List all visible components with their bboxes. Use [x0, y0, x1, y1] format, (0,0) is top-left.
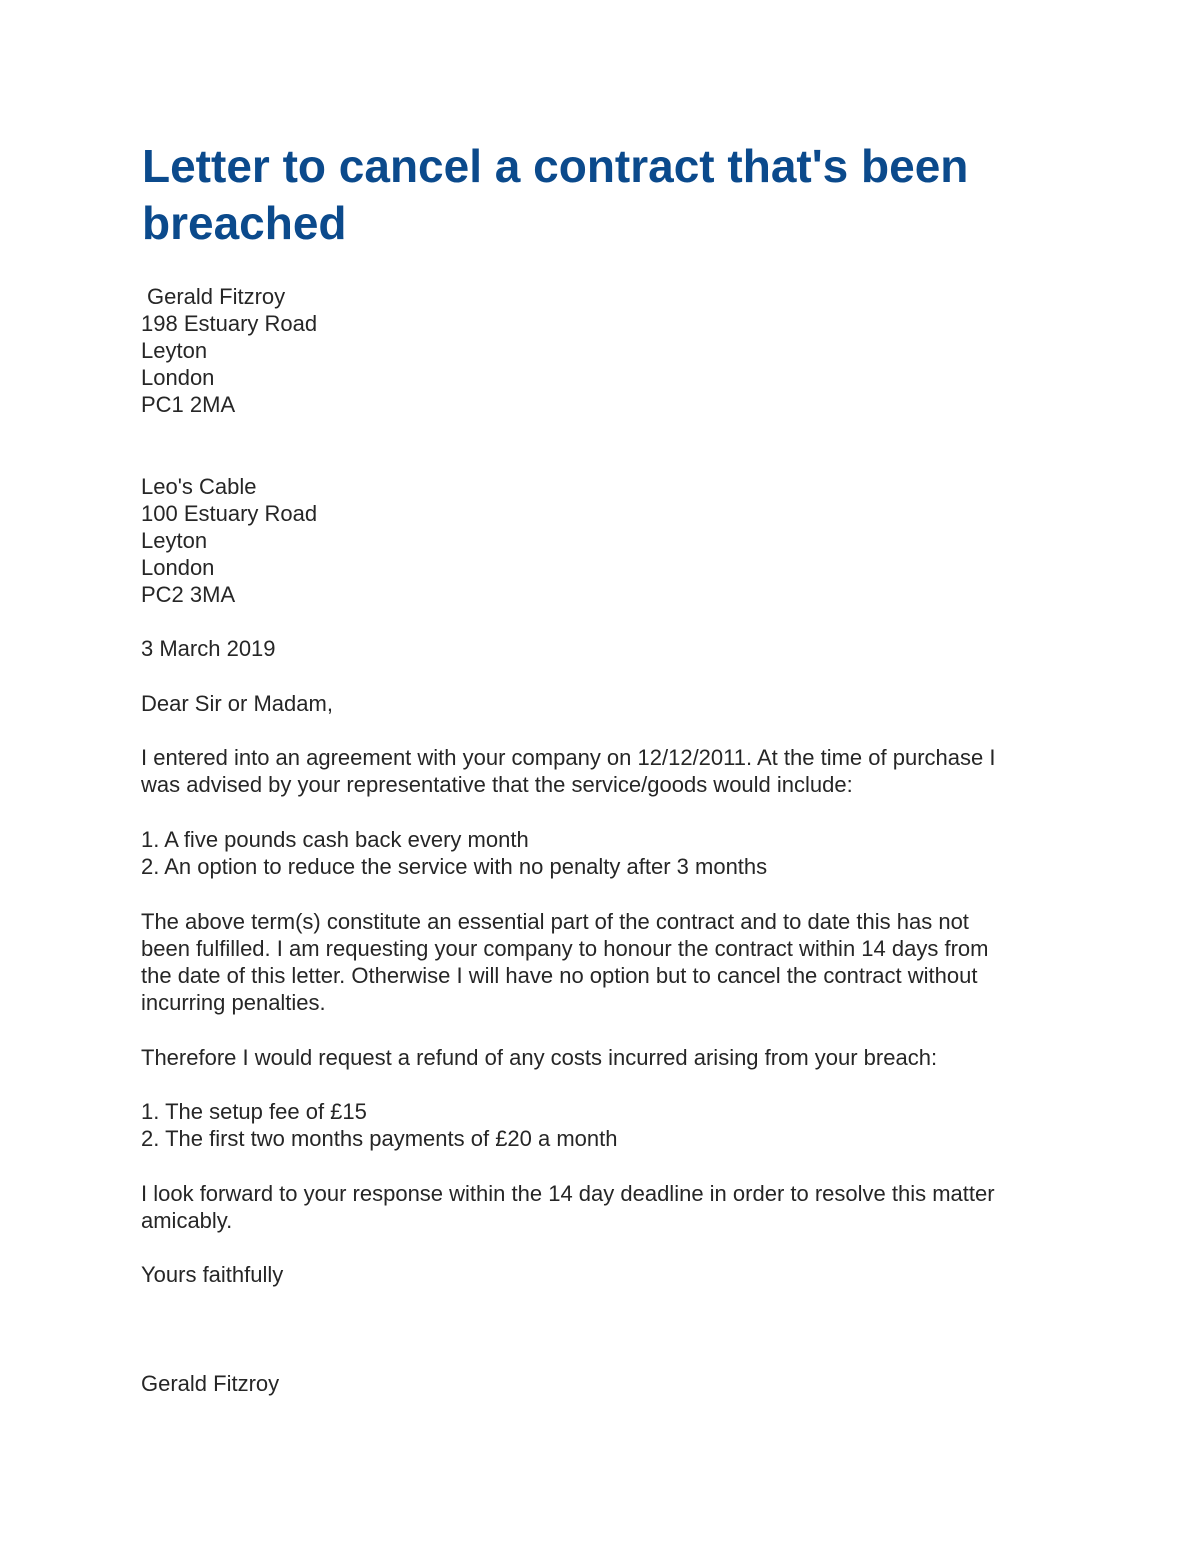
sender-name: Gerald Fitzroy	[147, 284, 286, 309]
signature-name: Gerald Fitzroy	[141, 1371, 280, 1396]
sign-off: Yours faithfully	[141, 1262, 284, 1287]
refund-request: Therefore I would request a refund of any costs incurred arising from your breach:	[141, 1045, 938, 1070]
breach-line: been fulfilled. I am requesting your company to honour the contract within 14 days from	[141, 936, 989, 961]
closing-line: amicably.	[141, 1208, 233, 1233]
document-title: Letter to cancel a contract that's been breached	[142, 140, 969, 249]
intro-line: I entered into an agreement with your company on 12/12/2011. At the time of purchase I	[141, 745, 996, 770]
sender-city: London	[141, 365, 215, 390]
term-item: 2. An option to reduce the service with no penalty after 3 months	[141, 854, 768, 879]
sender-street: 198 Estuary Road	[141, 311, 318, 336]
recipient-postcode: PC2 3MA	[141, 582, 236, 607]
sender-area: Leyton	[141, 338, 208, 363]
salutation: Dear Sir or Madam,	[141, 691, 333, 716]
closing-line: I look forward to your response within the 14 day deadline in order to resolve this matter	[141, 1181, 995, 1206]
refund-item: 2. The first two months payments of £20 a month	[141, 1126, 618, 1151]
breach-line: the date of this letter. Otherwise I will have no option but to cancel the contract without	[141, 963, 978, 988]
term-item: 1. A five pounds cash back every month	[141, 827, 529, 852]
refund-item: 1. The setup fee of £15	[141, 1099, 367, 1124]
breach-line: The above term(s) constitute an essential part of the contract and to date this has not	[141, 909, 969, 934]
recipient-city: London	[141, 555, 215, 580]
recipient-area: Leyton	[141, 528, 208, 553]
sender-postcode: PC1 2MA	[141, 392, 236, 417]
recipient-name: Leo's Cable	[141, 474, 257, 499]
breach-line: incurring penalties.	[141, 990, 326, 1015]
intro-line: was advised by your representative that the service/goods would include:	[141, 772, 853, 797]
recipient-street: 100 Estuary Road	[141, 501, 318, 526]
letter-date: 3 March 2019	[141, 636, 276, 661]
